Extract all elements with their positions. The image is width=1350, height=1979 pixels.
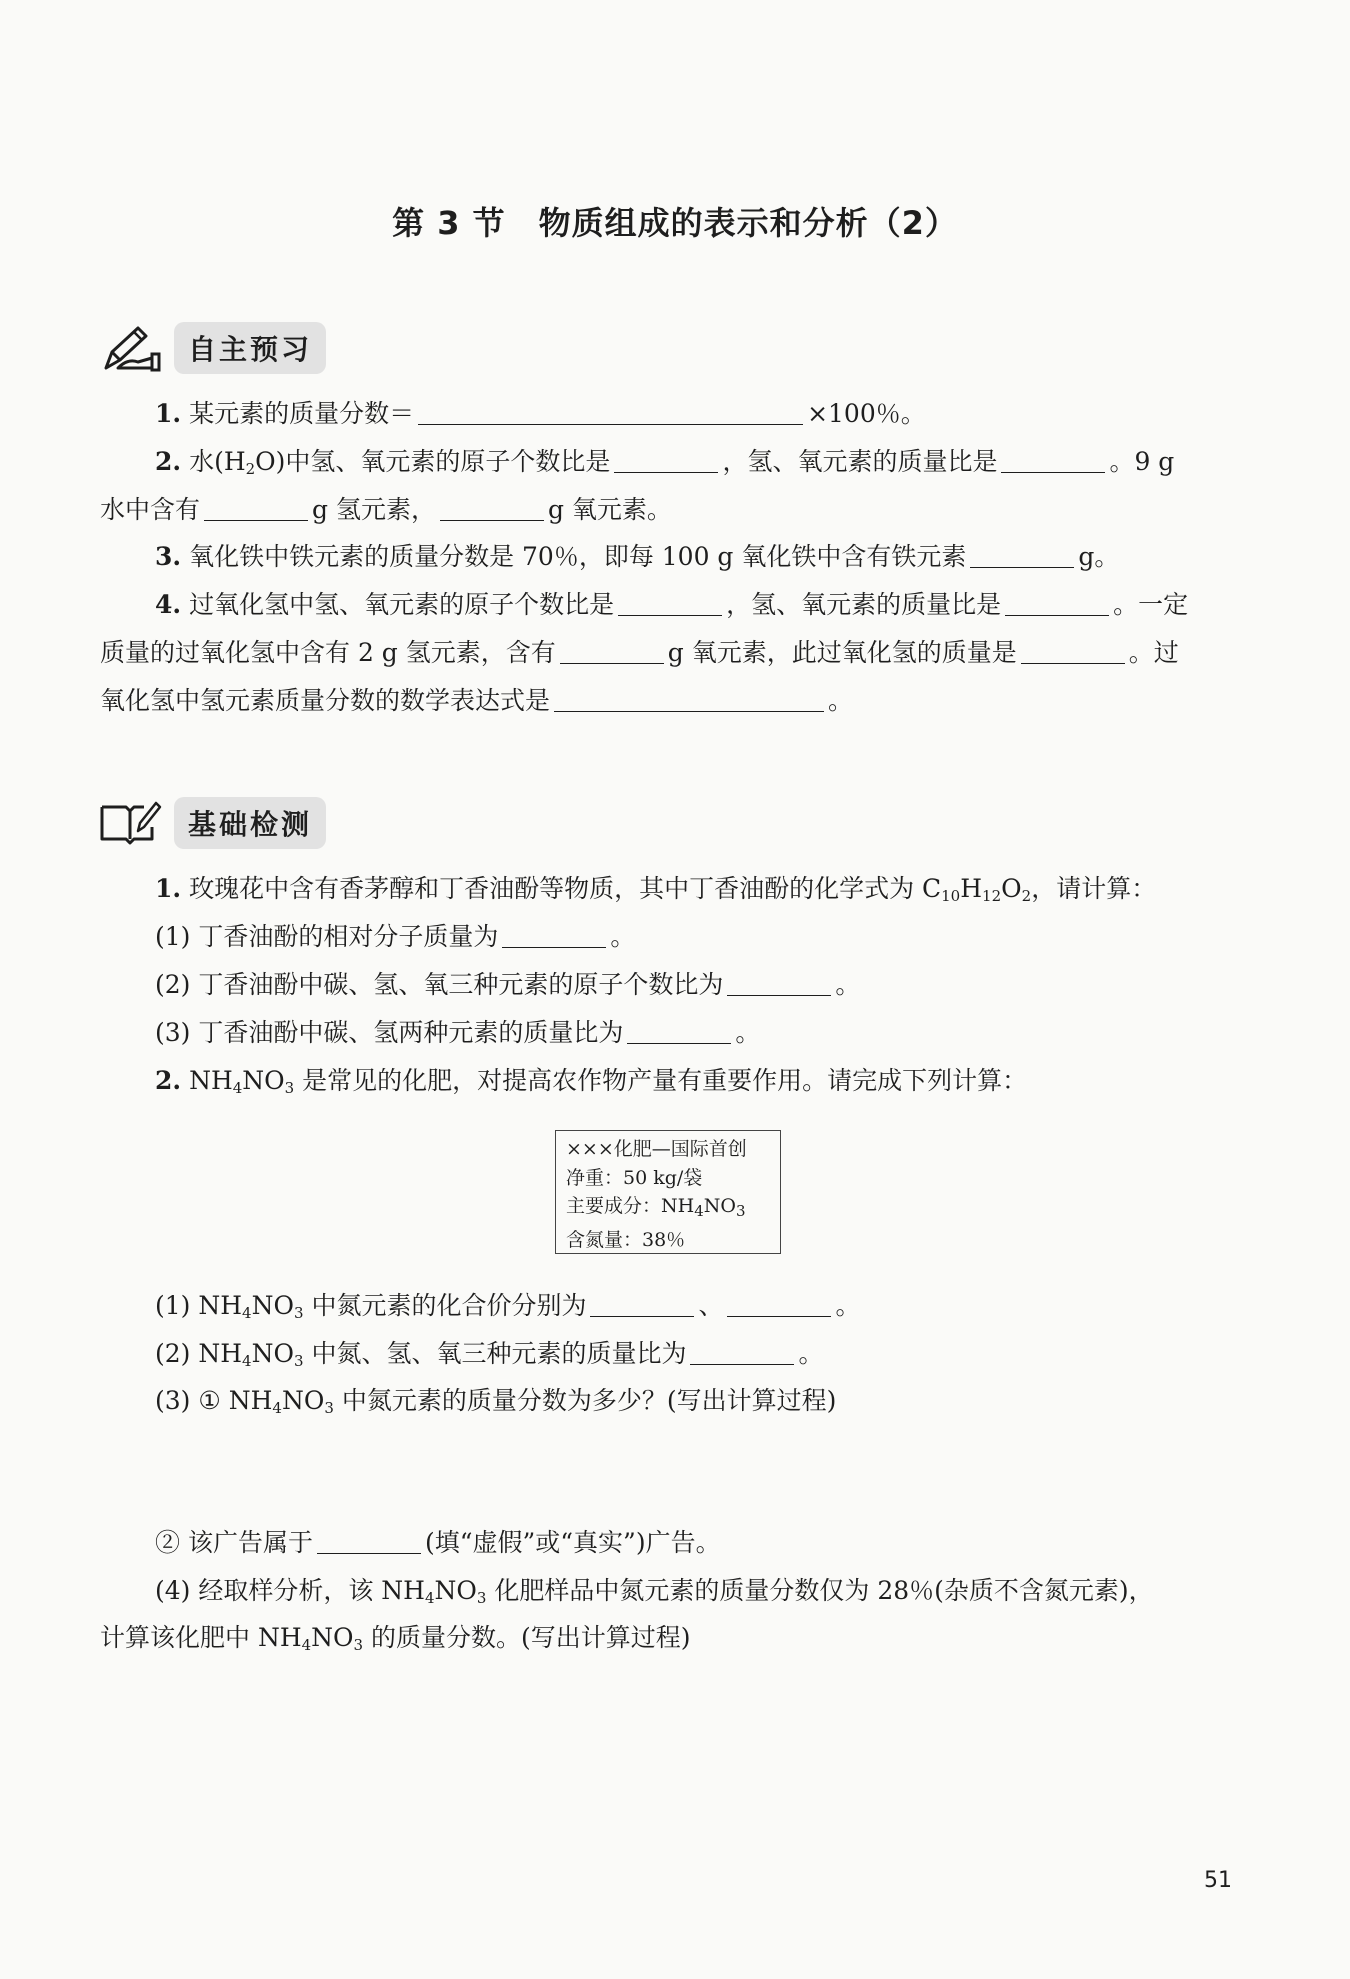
answer-blank[interactable] <box>618 589 722 616</box>
basic-question-1: 1. 玫瑰花中含有香茅醇和丁香油酚等物质，其中丁香油酚的化学式为 $C_{10}H_{12}O_2$，请计算： <box>155 874 1157 905</box>
label-line-name: ×××化肥—国际首创 <box>566 1138 747 1160</box>
basic-question-2-3b: ② 该广告属于 (填“虚假”或“真实”)广告。 <box>155 1528 721 1557</box>
answer-blank[interactable] <box>440 494 544 521</box>
section-title-basic: 基础检测 <box>174 797 326 849</box>
basic-question-1-3: (3) 丁香油酚中碳、氢两种元素的质量比为 。 <box>155 1018 761 1047</box>
basic-question-2-4: (4) 经取样分析，该 $NH_4NO_3$ 化肥样品中氮元素的质量分数仅为 28％(杂质不含氮元素)， <box>155 1576 1154 1607</box>
pencil-hand-icon <box>98 322 162 374</box>
page-title: 第 3 节 物质组成的表示和分析（2） <box>392 204 958 242</box>
answer-blank[interactable] <box>614 446 718 473</box>
answer-blank[interactable] <box>502 921 606 948</box>
answer-blank[interactable] <box>690 1338 794 1365</box>
answer-blank[interactable] <box>204 494 308 521</box>
label-line-nitrogen: 含氮量：38％ <box>566 1228 686 1251</box>
answer-blank[interactable] <box>627 1017 731 1044</box>
basic-question-2-3: (3) ① $NH_4NO_3$ 中氮元素的质量分数为多少？(写出计算过程) <box>155 1386 837 1417</box>
answer-blank[interactable] <box>590 1290 694 1317</box>
preview-question-4: 4. 过氧化氢中氢、氧元素的原子个数比是 ，氢、氧元素的质量比是 。一定 <box>155 590 1189 619</box>
preview-question-2-cont: 水中含有 g 氢元素， g 氧元素。 <box>100 495 672 524</box>
answer-blank[interactable] <box>418 398 803 425</box>
section-header-basic <box>98 793 326 853</box>
page-number: 51 <box>1204 1868 1232 1893</box>
basic-question-2: 2. $NH_4NO_3$ 是常见的化肥，对提高农作物产量有重要作用。请完成下列计算： <box>155 1066 1028 1097</box>
answer-blank[interactable] <box>1021 637 1125 664</box>
answer-blank[interactable] <box>560 637 664 664</box>
answer-blank[interactable] <box>727 969 831 996</box>
answer-blank[interactable] <box>317 1527 421 1554</box>
answer-blank[interactable] <box>1001 446 1105 473</box>
preview-question-4-cont2: 氧化氢中氢元素质量分数的数学表达式是 。 <box>100 686 854 715</box>
basic-question-2-4-cont: 计算该化肥中 $NH_4NO_3$ 的质量分数。(写出计算过程) <box>100 1623 691 1654</box>
basic-question-1-2: (2) 丁香油酚中碳、氢、氧三种元素的原子个数比为 。 <box>155 970 861 999</box>
label-line-ingredient: 主要成分：$NH_4NO_3$ <box>566 1195 746 1220</box>
answer-blank[interactable] <box>970 541 1074 568</box>
preview-question-2: 2. 水$(H_2O)$中氢、氧元素的原子个数比是 ，氢、氧元素的质量比是 。9 g <box>155 447 1175 478</box>
section-header-preview <box>98 318 326 378</box>
answer-blank[interactable] <box>554 685 824 712</box>
preview-question-3: 3. 氧化铁中铁元素的质量分数是 70％，即每 100 g 氧化铁中含有铁元素 g。 <box>155 542 1120 571</box>
answer-blank[interactable] <box>1005 589 1109 616</box>
section-title-preview: 自主预习 <box>174 322 326 374</box>
fertilizer-label <box>555 1130 781 1254</box>
book-pencil-icon <box>98 797 162 849</box>
basic-question-1-1: (1) 丁香油酚的相对分子质量为 。 <box>155 922 636 951</box>
label-line-weight: 净重：50 kg/袋 <box>566 1166 703 1189</box>
preview-question-4-cont: 质量的过氧化氢中含有 2 g 氢元素，含有 g 氧元素，此过氧化氢的质量是 。过 <box>100 638 1179 667</box>
basic-question-2-1: (1) $NH_4NO_3$ 中氮元素的化合价分别为 、 。 <box>155 1291 861 1322</box>
basic-question-2-2: (2) $NH_4NO_3$ 中氮、氢、氧三种元素的质量比为 。 <box>155 1339 824 1370</box>
preview-question-1: 1. 某元素的质量分数＝ ×100％。 <box>155 399 926 428</box>
answer-blank[interactable] <box>727 1290 831 1317</box>
